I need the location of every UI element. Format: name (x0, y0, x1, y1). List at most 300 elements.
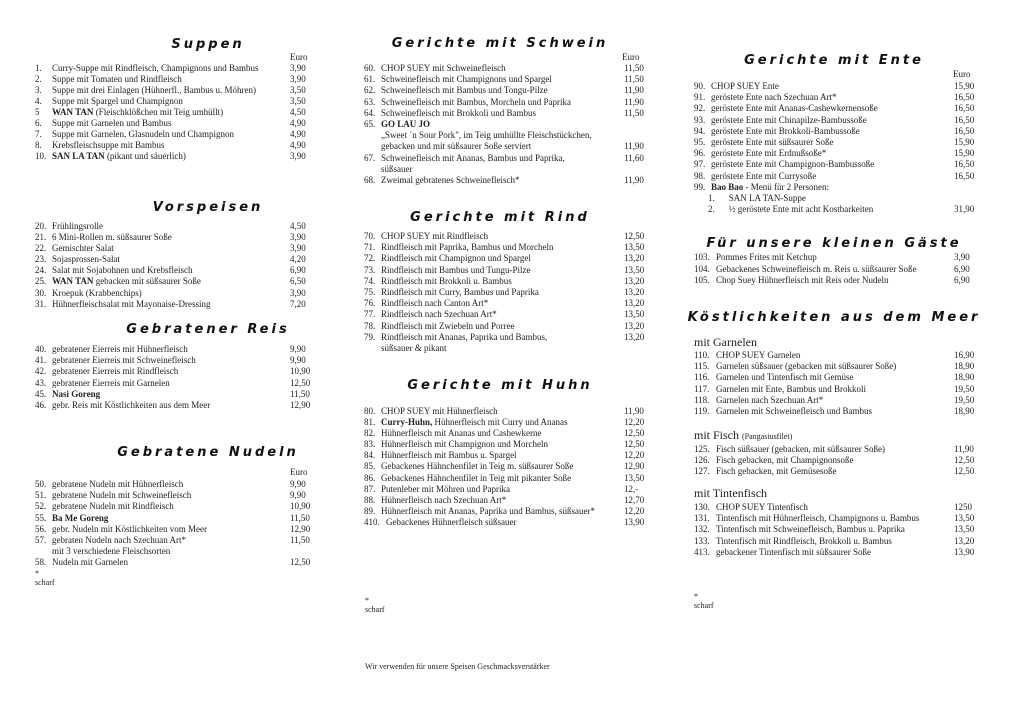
item-list (35, 63, 310, 161)
item-name: Curry-Suppe mit Rindfleisch, Champignons und Bambus (52, 63, 259, 73)
item-number: 23. (35, 254, 47, 265)
item-number: 75. (364, 286, 376, 297)
item-name: (pikant und säuerlich) (104, 150, 186, 161)
subsection-note: (Pangasiusfilet) (742, 432, 793, 441)
item-name: Garnelen mit Schweinefleisch und Bambus (716, 405, 872, 416)
item-price: 19,50 (954, 383, 975, 394)
item-price: 12,70 (624, 494, 645, 505)
menu-item (694, 466, 974, 477)
item-price: 11,50 (624, 63, 644, 73)
item-number: 71. (364, 242, 376, 253)
item-list (35, 479, 310, 569)
item-price: 13,20 (624, 298, 645, 309)
item-price: 13,20 (624, 286, 645, 297)
item-number: 1. (708, 192, 715, 203)
item-number: 104. (694, 263, 710, 274)
item-number: 25. (35, 276, 47, 287)
menu-item (35, 232, 310, 243)
item-price: 13,50 (954, 513, 975, 524)
item-price: 4,50 (290, 221, 306, 231)
item-price: 15,90 (954, 136, 975, 147)
item-name: Suppe mit Garnelen und Bambus (52, 117, 172, 128)
menu-item (694, 275, 974, 287)
menu-item (694, 536, 974, 547)
item-number: 78. (364, 320, 376, 331)
item-price: 13,20 (624, 320, 645, 331)
menu-item (35, 355, 310, 366)
item-price: 11,90 (954, 444, 974, 454)
item-name: Rindfleisch mit Paprika, Bambus und Morcheln (381, 242, 554, 253)
item-name: geröstete Ente mit Champignon-Bambussoße (711, 159, 875, 170)
section-title: Gebratener Reis (126, 322, 290, 337)
item-name: CHOP SUEY Ente (711, 81, 779, 91)
menu-item (364, 130, 644, 141)
currency-label: Euro (290, 52, 308, 62)
item-number: 64. (364, 107, 376, 118)
item-number: 2. (708, 204, 715, 215)
item-price: 13,20 (624, 275, 645, 286)
item-name-bold: Ba Me Goreng (52, 512, 109, 523)
item-price: 9,90 (290, 355, 306, 366)
menu-item (35, 129, 310, 140)
menu-item (694, 455, 974, 466)
subsection-title (694, 335, 757, 350)
item-name: Gebackenes Schweinefleisch m. Reis u. süßsaurer Soße (716, 263, 917, 274)
item-price: 12,50 (954, 466, 975, 477)
menu-item (35, 378, 310, 389)
item-price: 12,20 (624, 505, 645, 516)
item-name: Schweinefleisch mit Ananas, Bambus und Paprika, (381, 152, 565, 163)
item-name-bold: WAN TAN (52, 106, 94, 117)
item-number: 93. (694, 114, 706, 125)
menu-item (694, 92, 974, 103)
item-name: gebackener Tintenfisch mit süßsaurer Soße (716, 546, 871, 557)
item-number: 94. (694, 125, 706, 136)
item-price: 4,90 (290, 128, 306, 139)
item-name: ½ geröstete Ente mit acht Kostbarkeiten (728, 204, 874, 215)
item-name: Tintenfisch mit Schweinefleisch, Bambus u. Paprika (716, 524, 905, 535)
item-name: gebraten Nudeln nach Szechuan Art* (52, 534, 186, 545)
item-price: 13,20 (624, 253, 645, 264)
item-number: 80. (364, 406, 376, 416)
item-number: 125. (694, 444, 710, 454)
item-number: 130. (694, 502, 710, 512)
item-number: 77. (364, 309, 376, 320)
item-number: 51. (35, 490, 47, 501)
currency-label: Euro (622, 52, 640, 62)
item-price: 10,90 (290, 366, 311, 377)
menu-item (35, 288, 310, 299)
menu-item (364, 450, 644, 461)
item-name: CHOP SUEY Tintenfisch (716, 502, 808, 512)
item-name: gebratener Eierreis mit Garnelen (52, 377, 170, 388)
item-number: 7. (35, 128, 42, 139)
item-name: (Fleischklößchen mit Teig umhüllt) (93, 106, 224, 117)
subsection-label: mit Tintenfisch (694, 486, 768, 500)
item-price: 3,90 (290, 73, 306, 84)
item-number: 20. (35, 221, 47, 231)
item-name: gebratene Nudeln mit Rindfleisch (52, 501, 174, 512)
menu-item (364, 141, 644, 152)
menu-item (364, 343, 644, 354)
item-name: Garnelen und Tintenfisch mit Gemüse (716, 372, 854, 383)
menu-item (364, 153, 644, 164)
menu-item (35, 254, 310, 265)
item-name: Suppe mit Spargel und Champignon (52, 95, 183, 106)
menu-item (35, 524, 310, 535)
menu-item (364, 461, 644, 472)
menu-item (35, 151, 310, 162)
item-price: 12,20 (624, 417, 645, 428)
menu-item (694, 103, 974, 114)
menu-item (364, 74, 644, 85)
item-name: Hühnerfleisch mit Bambus u. Spargel (381, 450, 517, 461)
item-number: 87. (364, 483, 376, 494)
item-price: 18,90 (954, 361, 975, 372)
menu-item (694, 372, 974, 383)
item-name: Suppe mit Garnelen, Glasnudeln und Champignon (52, 128, 234, 139)
item-number: 31. (35, 298, 47, 309)
menu-item (35, 96, 310, 107)
item-number: 67. (364, 152, 376, 163)
menu-item (35, 535, 310, 546)
item-price: 3,90 (290, 243, 306, 254)
item-price: 15,90 (954, 81, 975, 91)
menu-item (35, 400, 310, 411)
item-name-bold: WAN TAN (52, 276, 94, 287)
menu-item (364, 253, 644, 264)
item-number: 42. (35, 366, 47, 377)
item-price: 11,50 (290, 512, 310, 523)
menu-item (35, 389, 310, 400)
menu-item (35, 63, 310, 74)
item-price: 12,50 (624, 428, 645, 439)
item-name: Putenleber mit Möhren und Paprika (381, 483, 510, 494)
item-number: 22. (35, 243, 47, 254)
item-price: 13,50 (624, 472, 645, 483)
menu-item (364, 517, 644, 528)
item-name: 6 Mini-Rollen m. süßsaurer Soße (52, 232, 172, 243)
item-name: Fisch süßsauer (gebacken, mit süßsaurer Soße) (716, 444, 885, 454)
item-price: 3,90 (290, 150, 306, 161)
item-name: süßsauer & pikant (381, 342, 447, 353)
menu-item (35, 243, 310, 254)
item-number: 73. (364, 264, 376, 275)
item-name: gebratener Eierreis mit Schweinefleisch (52, 355, 196, 366)
menu-item (694, 81, 974, 92)
item-price: 16,50 (954, 159, 975, 170)
item-price: 13,50 (954, 524, 975, 535)
item-number: 65. (364, 118, 376, 129)
menu-item (364, 119, 644, 130)
item-price: 4,90 (290, 117, 306, 128)
section-title: Gebratene Nudeln (117, 445, 299, 460)
menu-item (364, 321, 644, 332)
item-price: 12,90 (624, 461, 645, 472)
section-title: Köstlichkeiten aus dem Meer (687, 310, 981, 325)
item-price: 9,90 (290, 479, 306, 489)
item-price: 9,90 (290, 490, 306, 501)
item-price: 6,90 (290, 265, 306, 276)
section-title: Gerichte mit Ente (744, 53, 924, 68)
item-number: 97. (694, 159, 706, 170)
subsection-title (694, 486, 767, 501)
item-name: Gebackenes Hühnerfleisch süßsauer (386, 516, 517, 527)
menu-item (35, 118, 310, 129)
item-price: 12,90 (290, 399, 311, 410)
item-price: 13,50 (624, 309, 645, 320)
item-number: 62. (364, 85, 376, 96)
item-number: 43. (35, 377, 47, 388)
item-price: 12,90 (290, 523, 311, 534)
menu-item (694, 350, 974, 361)
menu-item (694, 171, 974, 182)
item-name: geröstete Ente mit Currysoße (711, 170, 817, 181)
item-price: 3,90 (290, 63, 306, 73)
item-price: 15,90 (954, 148, 975, 159)
menu-item (694, 159, 974, 170)
item-number: 74. (364, 275, 376, 286)
menu-item (364, 406, 644, 417)
item-list (364, 231, 644, 354)
menu-item (694, 547, 974, 558)
item-list (694, 502, 974, 558)
item-price: 16,50 (954, 125, 975, 136)
item-number: 126. (694, 455, 710, 466)
item-price: 11,50 (624, 74, 644, 85)
item-list (364, 406, 644, 528)
item-number: 56. (35, 523, 47, 534)
item-price: 4,50 (290, 106, 306, 117)
item-number: 91. (694, 92, 706, 103)
item-number: 96. (694, 148, 706, 159)
menu-item (694, 252, 974, 264)
item-name: geröstete Ente mit Ananas-Cashewkernensoße (711, 103, 878, 114)
item-price: 13,20 (624, 331, 645, 342)
item-name: Rindfleisch mit Champignon und Spargel (381, 253, 531, 264)
menu-item (35, 501, 310, 512)
item-price: 12,50 (290, 557, 311, 568)
item-name: Salat mit Sojabohnen und Krebsfleisch (52, 265, 193, 276)
subsection-label: mit Garnelen (694, 335, 757, 349)
menu-item (694, 264, 974, 276)
menu-item (35, 276, 310, 287)
item-price: 3,90 (954, 252, 970, 262)
menu-item (694, 193, 974, 204)
item-number: 5 (35, 106, 40, 117)
menu-item (364, 108, 644, 119)
item-name: Tintenfisch mit Hühnerfleisch, Champignons u. Bambus (716, 513, 920, 524)
item-name: Gebackenes Hähnchenfilet in Teig mit pikanter Soße (381, 472, 572, 483)
item-number: 105. (694, 275, 710, 285)
menu-item (364, 97, 644, 108)
item-price: 11,50 (290, 388, 310, 399)
item-price: 11,90 (624, 141, 644, 152)
item-number: 70. (364, 231, 376, 241)
item-name: Fisch gebacken, mit Champignonsoße (716, 455, 854, 466)
item-number: 45. (35, 388, 47, 399)
menu-item (364, 495, 644, 506)
item-name: geröstete Ente nach Szechuan Art* (711, 92, 837, 103)
spicy-footnote: * scharf (35, 569, 55, 587)
item-number: 21. (35, 232, 47, 243)
item-number: 8. (35, 139, 42, 150)
item-name: gebacken mit süßsaurer Soße (93, 276, 201, 287)
item-number: 131. (694, 513, 710, 524)
menu-item (35, 265, 310, 276)
item-number: 30. (35, 287, 47, 298)
item-number: 81. (364, 417, 376, 428)
item-name: süßsauer (381, 163, 413, 174)
menu-item (35, 299, 310, 310)
menu-item (35, 221, 310, 232)
item-name: Rindfleisch mit Brokkoli u. Bambus (381, 275, 512, 286)
item-list (694, 252, 974, 287)
subsection-label: mit Fisch (694, 428, 740, 442)
item-number: 410. (364, 516, 380, 527)
item-number: 115. (694, 361, 710, 372)
item-price: 12,50 (624, 231, 645, 241)
item-name: Hühnerfleisch mit Champignon und Morcheln (381, 439, 548, 450)
menu-item (694, 137, 974, 148)
item-price: 18,90 (954, 372, 975, 383)
item-name: geröstete Ente mit Erdnußsoße* (711, 148, 827, 159)
menu-item (694, 502, 974, 513)
menu-item (694, 384, 974, 395)
item-number: 60. (364, 63, 376, 73)
item-name: Rindfleisch nach Canton Art* (381, 298, 489, 309)
item-list (694, 81, 974, 215)
item-name: Schweinefleisch mit Brokkoli und Bambus (381, 107, 536, 118)
item-name: Hühnerfleischsalat mit Mayonaise-Dressing (52, 298, 211, 309)
item-price: 4,20 (290, 254, 306, 265)
item-name-bold: Curry-Huhn, (381, 417, 433, 428)
item-number: 52. (35, 501, 47, 512)
item-price: 1250 (954, 502, 972, 512)
menu-item (364, 164, 644, 175)
menu-item (364, 506, 644, 517)
item-number: 86. (364, 472, 376, 483)
item-name: geröstete Ente mit Chinapilze-Bambussoße (711, 114, 867, 125)
menu-item (364, 231, 644, 242)
item-name: SAN LA TAN-Suppe (728, 192, 806, 203)
item-number: 103. (694, 252, 710, 262)
menu-item (694, 115, 974, 126)
item-price: 12,50 (624, 439, 645, 450)
menu-item (694, 524, 974, 535)
menu-item (364, 309, 644, 320)
item-name: Fisch gebacken, mit Gemüsesoße (716, 466, 837, 477)
item-number: 90. (694, 81, 706, 91)
item-name: Garnelen nach Szechuan Art* (716, 394, 824, 405)
item-price: 3,50 (290, 95, 306, 106)
menu-item (694, 444, 974, 455)
item-name: Hühnerfleisch mit Curry und Ananas (432, 417, 568, 428)
item-list (35, 221, 310, 310)
item-number: 10. (35, 150, 47, 161)
menu-item (694, 361, 974, 372)
item-number: 83. (364, 439, 376, 450)
item-name: gebratene Nudeln mit Schweinefleisch (52, 490, 192, 501)
item-price: 11,90 (624, 406, 644, 416)
item-name: CHOP SUEY mit Hühnerfleisch (381, 406, 498, 416)
item-price: 12,- (624, 483, 639, 494)
menu-item (35, 557, 310, 568)
currency-label: Euro (290, 467, 308, 477)
menu-item (364, 473, 644, 484)
item-price: 13,90 (954, 546, 975, 557)
item-number: 68. (364, 174, 376, 185)
item-price: 13,50 (624, 242, 645, 253)
item-number: 85. (364, 461, 376, 472)
item-name: Chop Suey Hühnerfleisch mit Reis oder Nudeln (716, 275, 889, 285)
item-name: Gemischter Salat (52, 243, 114, 254)
item-name: Garnelen mit Ente, Bambus und Brokkoli (716, 383, 866, 394)
item-price: 11,50 (290, 534, 310, 545)
item-number: 6. (35, 117, 42, 128)
menu-item (364, 298, 644, 309)
item-number: 117. (694, 383, 710, 394)
item-number: 119. (694, 405, 710, 416)
item-list (694, 444, 974, 478)
item-price: 16,50 (954, 114, 975, 125)
item-name: Nudeln mit Garnelen (52, 557, 128, 568)
item-price: 7,20 (290, 298, 306, 309)
item-number: 95. (694, 136, 706, 147)
item-price: 31,90 (954, 204, 975, 215)
menu-item (35, 546, 310, 557)
item-number: 92. (694, 103, 706, 114)
menu-item (694, 406, 974, 417)
item-price: 13,20 (954, 535, 975, 546)
item-number: 82. (364, 428, 376, 439)
item-price: 3,50 (290, 84, 306, 95)
menu-item (694, 126, 974, 137)
menu-item (35, 107, 310, 118)
menu-item (364, 85, 644, 96)
menu-item (364, 417, 644, 428)
item-price: 6,90 (954, 263, 970, 274)
menu-item (364, 439, 644, 450)
item-name: Sojasprossen-Salat (52, 254, 120, 265)
menu-item (694, 182, 974, 193)
item-number: 4. (35, 95, 42, 106)
item-price: 11,90 (624, 85, 644, 96)
item-number: 57. (35, 534, 47, 545)
spicy-footnote: * scharf (365, 596, 385, 614)
item-name: Kroepuk (Krabbenchips) (52, 287, 142, 298)
item-number: 46. (35, 399, 47, 410)
item-price: 12,50 (954, 455, 975, 466)
item-number: 63. (364, 96, 376, 107)
item-name: Schweinefleisch mit Bambus, Morcheln und Paprika (381, 96, 571, 107)
section-title: Gerichte mit Schwein (391, 36, 609, 51)
item-number: 413. (694, 546, 710, 557)
menu-item (35, 479, 310, 490)
item-name: Garnelen süßsauer (gebacken mit süßsaurer Soße) (716, 361, 897, 372)
item-name: Suppe mit Tomaten und Rindfleisch (52, 73, 182, 84)
item-name: gebratener Eierreis mit Rindfleisch (52, 366, 179, 377)
menu-item (364, 332, 644, 343)
item-name: mit 3 verschiedene Fleischsorten (52, 546, 171, 557)
item-number: 41. (35, 355, 47, 366)
item-price: 6,50 (290, 276, 306, 287)
item-name: geröstete Ente mit süßsaurer Soße (711, 136, 834, 147)
item-price: 9,90 (290, 344, 306, 354)
item-name: Rindfleisch mit Curry, Bambus und Paprika (381, 286, 539, 297)
item-name: gebr. Nudeln mit Köstlichkeiten vom Meer (52, 523, 207, 534)
item-price: 11,60 (624, 152, 644, 163)
